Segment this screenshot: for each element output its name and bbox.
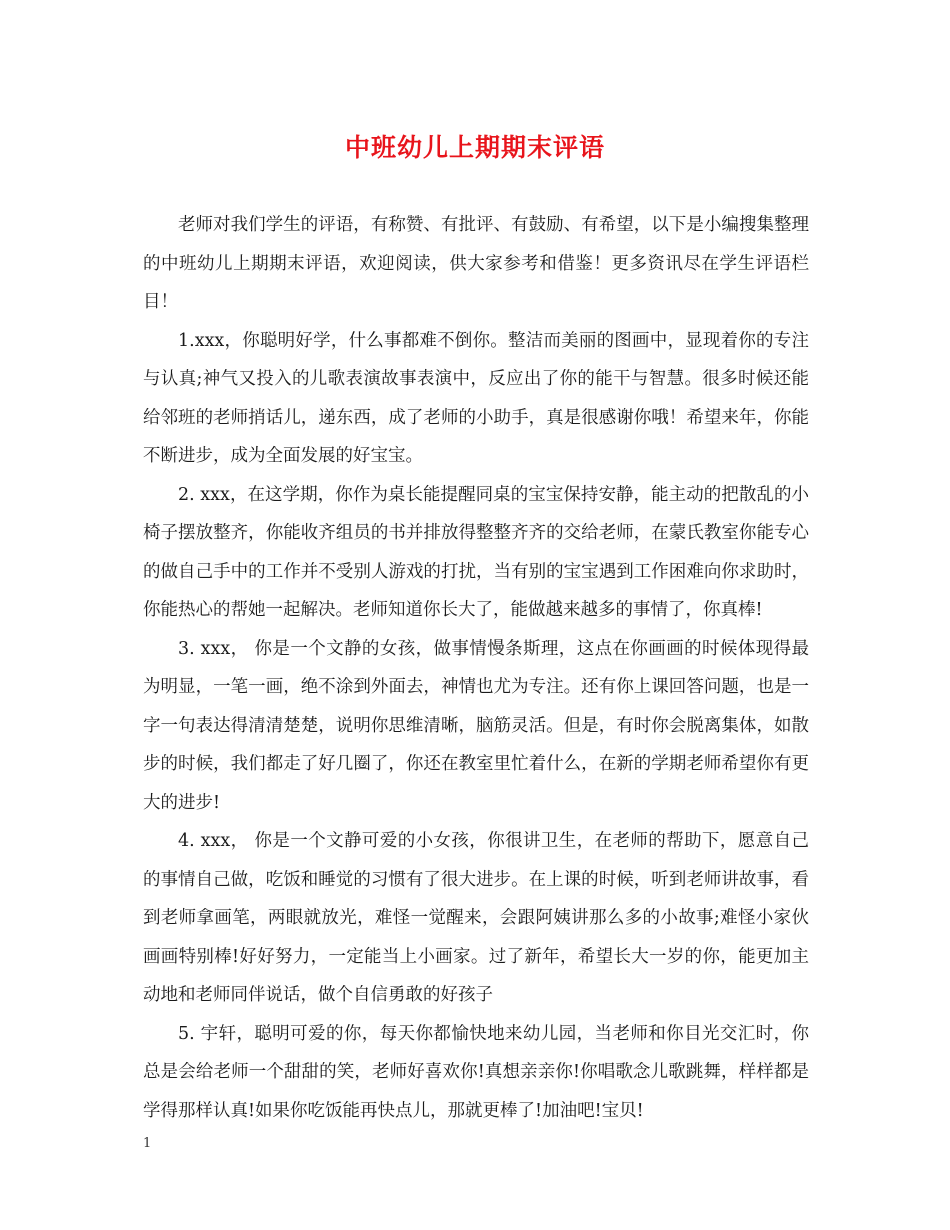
page-title: 中班幼儿上期期末评语 (344, 133, 605, 162)
comment-paragraph-5: 5. 宇轩，聪明可爱的你，每天你都愉快地来幼儿园，当老师和你目光交汇时，你总是会给老师一个甜甜的笑，老师好喜欢你!真想亲亲你!你唱歌念儿歌跳舞，样样都是学得那样认真!如果你吃饭能再快点儿，那就更棒了!加油吧!宝贝! (143, 1023, 809, 1121)
page-number: 1 (143, 1136, 152, 1151)
comment-paragraph-2: 2. xxx，在这学期，你作为桌长能提醒同桌的宝宝保持安静，能主动的把散乱的小椅子摆放整齐，你能收齐组员的书并排放得整整齐齐的交给老师，在蒙氏教室你能专心的做自己手中的工作并不受别人游戏的打扰，当有别的宝宝遇到工作困难向你求助时，你能热心的帮她一起解决。老师知道你长大了，能做越来越多的事情了，你真棒! (143, 484, 809, 620)
document-body (143, 206, 809, 1130)
intro-paragraph: 老师对我们学生的评语，有称赞、有批评、有鼓励、有希望，以下是小编搜集整理的中班幼儿上期期末评语，欢迎阅读，供大家参考和借鉴！更多资讯尽在学生评语栏目！ (143, 215, 809, 312)
comment-paragraph-3: 3. xxx， 你是一个文静的女孩，做事情慢条斯理，这点在你画画的时候体现得最为明显，一笔一画，绝不涂到外面去，神情也尤为专注。还有你上课回答问题，也是一字一句表达得清清楚楚，说明你思维清晰，脑筋灵活。但是，有时你会脱离集体，如散步的时候，我们都走了好几圈了，你还在教室里忙着什么，在新的学期老师希望你有更大的进步! (143, 638, 809, 813)
comment-paragraph-4: 4. xxx， 你是一个文静可爱的小女孩，你很讲卫生，在老师的帮助下，愿意自己的事情自己做，吃饭和睡觉的习惯有了很大进步。在上课的时候，听到老师讲故事，看到老师拿画笔，两眼就放光，难怪一觉醒来，会跟阿姨讲那么多的小故事;难怪小家伙画画特别棒!好好努力，一定能当上小画家。过了新年，希望长大一岁的你，能更加主动地和老师同伴说话，做个自信勇敢的好孩子 (143, 831, 809, 1005)
comment-paragraph-1: 1.xxx，你聪明好学，什么事都难不倒你。整洁而美丽的图画中，显现着你的专注与认真;神气又投入的儿歌表演故事表演中，反应出了你的能干与智慧。很多时候还能给邻班的老师捎话儿，递东西，成了老师的小助手，真是很感谢你哦！希望来年，你能不断进步，成为全面发展的好宝宝。 (143, 330, 809, 466)
